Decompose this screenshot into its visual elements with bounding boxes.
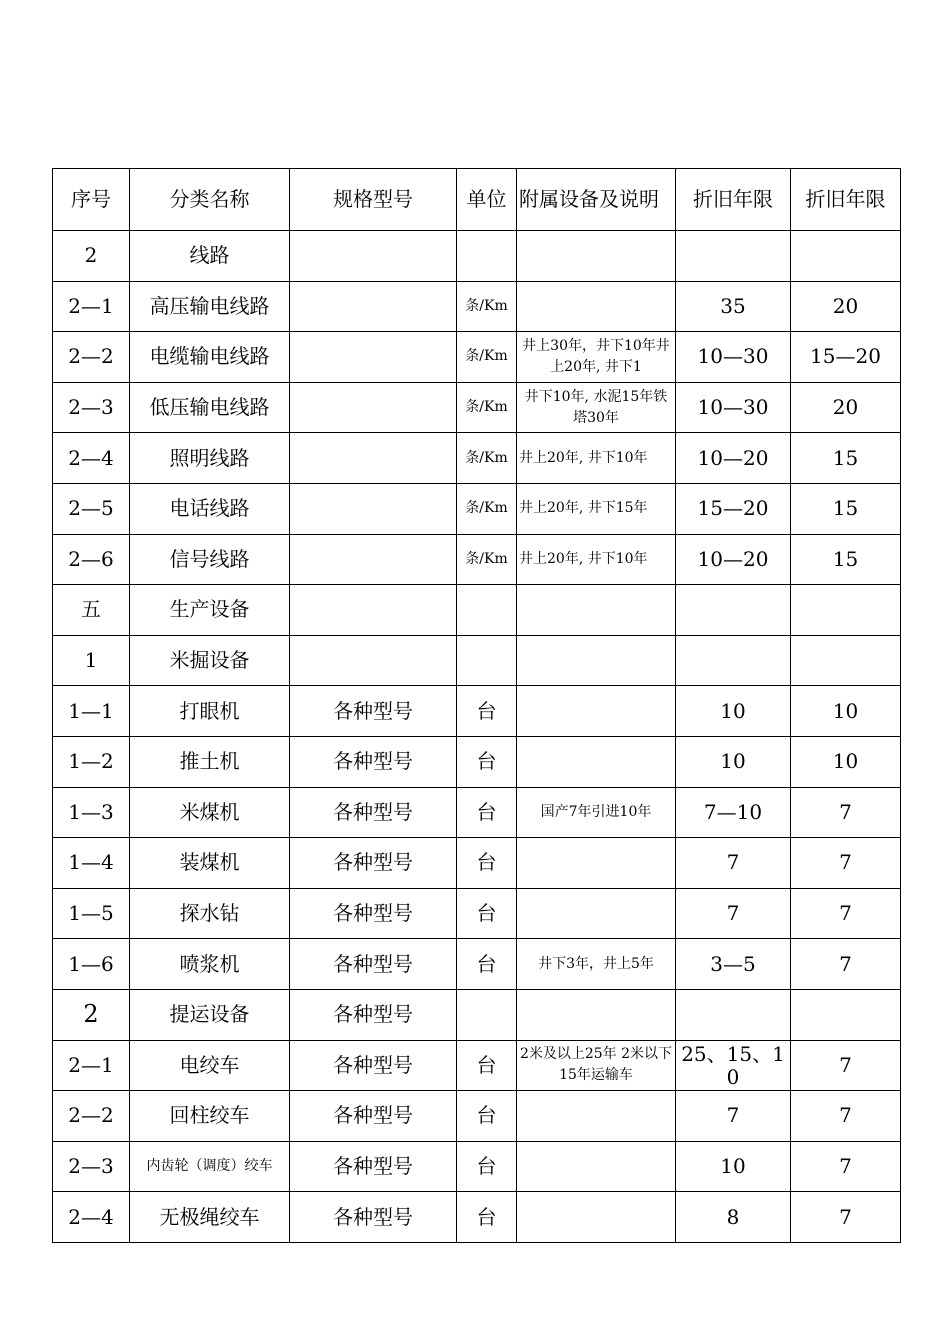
cell-note — [517, 585, 676, 636]
cell-years-1: 10—20 — [676, 433, 791, 484]
cell-seq: 1—2 — [53, 736, 130, 787]
table-row — [53, 534, 901, 585]
cell-years-1 — [676, 231, 791, 282]
cell-spec — [290, 332, 457, 383]
cell-spec: 各种型号 — [290, 1091, 457, 1142]
cell-category: 电缆输电线路 — [130, 332, 290, 383]
cell-note: 井上20年, 井下10年 — [517, 534, 676, 585]
cell-years-2: 7 — [791, 1091, 901, 1142]
cell-category: 无极绳绞车 — [130, 1192, 290, 1243]
cell-note: 井下10年, 水泥15年铁塔30年 — [517, 382, 676, 433]
cell-category: 打眼机 — [130, 686, 290, 737]
cell-years-2 — [791, 635, 901, 686]
cell-unit: 台 — [457, 1192, 517, 1243]
table-row — [53, 1040, 901, 1091]
cell-category: 推土机 — [130, 736, 290, 787]
cell-spec — [290, 281, 457, 332]
cell-note — [517, 281, 676, 332]
cell-note — [517, 1192, 676, 1243]
cell-unit: 台 — [457, 939, 517, 990]
cell-years-2 — [791, 989, 901, 1040]
cell-years-2: 7 — [791, 787, 901, 838]
cell-category: 生产设备 — [130, 585, 290, 636]
cell-spec — [290, 635, 457, 686]
cell-category: 电话线路 — [130, 483, 290, 534]
cell-unit: 台 — [457, 1040, 517, 1091]
table-row — [53, 1091, 901, 1142]
cell-years-2 — [791, 231, 901, 282]
table-row — [53, 736, 901, 787]
table-row — [53, 787, 901, 838]
cell-years-1: 35 — [676, 281, 791, 332]
cell-seq: 2—3 — [53, 1141, 130, 1192]
cell-unit: 台 — [457, 888, 517, 939]
cell-category: 米掘设备 — [130, 635, 290, 686]
cell-category: 内齿轮（调度）绞车 — [130, 1141, 290, 1192]
cell-seq: 1—5 — [53, 888, 130, 939]
header-cell-spec: 规格型号 — [290, 169, 457, 231]
cell-seq: 2—6 — [53, 534, 130, 585]
cell-years-2: 15—20 — [791, 332, 901, 383]
cell-spec: 各种型号 — [290, 787, 457, 838]
header-cell-years-2: 折旧年限 — [791, 169, 901, 231]
cell-unit: 台 — [457, 838, 517, 889]
cell-seq: 2—3 — [53, 382, 130, 433]
table-row — [53, 433, 901, 484]
table-row — [53, 382, 901, 433]
cell-years-1 — [676, 585, 791, 636]
cell-seq: 2—1 — [53, 1040, 130, 1091]
cell-category: 回柱绞车 — [130, 1091, 290, 1142]
depreciation-table — [52, 168, 901, 1243]
cell-years-2: 7 — [791, 888, 901, 939]
cell-category: 线路 — [130, 231, 290, 282]
cell-seq: 2—4 — [53, 433, 130, 484]
cell-years-1: 7—10 — [676, 787, 791, 838]
cell-years-2: 10 — [791, 736, 901, 787]
table-row — [53, 989, 901, 1040]
cell-note: 国产7年引进10年 — [517, 787, 676, 838]
cell-years-1: 15—20 — [676, 483, 791, 534]
table-row — [53, 1192, 901, 1243]
cell-seq: 1 — [53, 635, 130, 686]
cell-seq: 2—5 — [53, 483, 130, 534]
cell-seq: 2—2 — [53, 1091, 130, 1142]
table-row — [53, 838, 901, 889]
cell-category: 提运设备 — [130, 989, 290, 1040]
cell-unit: 台 — [457, 1141, 517, 1192]
cell-spec: 各种型号 — [290, 838, 457, 889]
cell-note: 井上20年, 井下10年 — [517, 433, 676, 484]
cell-years-1: 7 — [676, 1091, 791, 1142]
cell-note — [517, 686, 676, 737]
cell-years-1: 10—30 — [676, 332, 791, 383]
table-row — [53, 483, 901, 534]
cell-category: 米煤机 — [130, 787, 290, 838]
cell-unit: 条/Km — [457, 332, 517, 383]
cell-category: 信号线路 — [130, 534, 290, 585]
cell-note — [517, 888, 676, 939]
table-row — [53, 635, 901, 686]
cell-years-1: 3—5 — [676, 939, 791, 990]
cell-spec: 各种型号 — [290, 939, 457, 990]
cell-years-2 — [791, 585, 901, 636]
cell-note — [517, 838, 676, 889]
cell-spec: 各种型号 — [290, 1192, 457, 1243]
cell-years-2: 15 — [791, 534, 901, 585]
cell-years-2: 7 — [791, 1192, 901, 1243]
cell-years-1: 10 — [676, 1141, 791, 1192]
cell-category: 照明线路 — [130, 433, 290, 484]
cell-spec — [290, 483, 457, 534]
cell-spec — [290, 534, 457, 585]
cell-unit: 台 — [457, 736, 517, 787]
cell-seq: 2—1 — [53, 281, 130, 332]
cell-years-1: 10 — [676, 686, 791, 737]
cell-unit — [457, 231, 517, 282]
table-row — [53, 888, 901, 939]
cell-spec: 各种型号 — [290, 1141, 457, 1192]
cell-unit — [457, 635, 517, 686]
header-cell-seq: 序号 — [53, 169, 130, 231]
cell-spec: 各种型号 — [290, 736, 457, 787]
cell-seq: 2—4 — [53, 1192, 130, 1243]
cell-years-2: 7 — [791, 1040, 901, 1091]
cell-seq: 1—6 — [53, 939, 130, 990]
table-row — [53, 332, 901, 383]
cell-note — [517, 1091, 676, 1142]
cell-spec: 各种型号 — [290, 888, 457, 939]
cell-years-1: 10—20 — [676, 534, 791, 585]
cell-years-1: 7 — [676, 838, 791, 889]
cell-unit: 条/Km — [457, 534, 517, 585]
cell-years-1: 10 — [676, 736, 791, 787]
table-row — [53, 939, 901, 990]
cell-category: 低压输电线路 — [130, 382, 290, 433]
cell-years-1: 25、15、10 — [676, 1040, 791, 1091]
cell-note — [517, 1141, 676, 1192]
cell-years-2: 7 — [791, 838, 901, 889]
cell-years-1: 7 — [676, 888, 791, 939]
cell-category: 探水钻 — [130, 888, 290, 939]
header-cell-years-1: 折旧年限 — [676, 169, 791, 231]
cell-years-1 — [676, 989, 791, 1040]
cell-spec — [290, 433, 457, 484]
cell-unit — [457, 585, 517, 636]
cell-spec — [290, 585, 457, 636]
cell-spec: 各种型号 — [290, 686, 457, 737]
header-cell-note: 附属设备及说明 — [517, 169, 676, 231]
cell-seq: 2—2 — [53, 332, 130, 383]
cell-seq: 2 — [53, 231, 130, 282]
cell-unit — [457, 989, 517, 1040]
cell-note: 2米及以上25年 2米以下15年运输车 — [517, 1040, 676, 1091]
cell-years-2: 7 — [791, 939, 901, 990]
cell-note — [517, 989, 676, 1040]
cell-category: 高压输电线路 — [130, 281, 290, 332]
cell-years-2: 20 — [791, 382, 901, 433]
table-row — [53, 585, 901, 636]
table-row — [53, 231, 901, 282]
header-cell-category: 分类名称 — [130, 169, 290, 231]
cell-unit: 台 — [457, 686, 517, 737]
cell-unit: 台 — [457, 1091, 517, 1142]
cell-years-1: 8 — [676, 1192, 791, 1243]
header-cell-unit: 单位 — [457, 169, 517, 231]
cell-unit: 条/Km — [457, 433, 517, 484]
cell-note — [517, 231, 676, 282]
cell-unit: 条/Km — [457, 281, 517, 332]
table-row — [53, 1141, 901, 1192]
cell-spec: 各种型号 — [290, 1040, 457, 1091]
cell-spec — [290, 231, 457, 282]
cell-note — [517, 635, 676, 686]
table-header-row — [53, 169, 901, 231]
cell-seq: 1—1 — [53, 686, 130, 737]
cell-category: 喷浆机 — [130, 939, 290, 990]
cell-years-2: 10 — [791, 686, 901, 737]
cell-years-1: 10—30 — [676, 382, 791, 433]
cell-seq: 1—3 — [53, 787, 130, 838]
cell-seq: 五 — [53, 585, 130, 636]
cell-spec: 各种型号 — [290, 989, 457, 1040]
cell-category: 电绞车 — [130, 1040, 290, 1091]
cell-note: 井上30年，井下10年井上20年, 井下1 — [517, 332, 676, 383]
cell-unit: 条/Km — [457, 483, 517, 534]
cell-unit: 条/Km — [457, 382, 517, 433]
cell-note: 井上20年, 井下15年 — [517, 483, 676, 534]
cell-years-2: 15 — [791, 433, 901, 484]
table-row — [53, 281, 901, 332]
cell-spec — [290, 382, 457, 433]
cell-years-2: 15 — [791, 483, 901, 534]
table-row — [53, 686, 901, 737]
cell-note: 井下3年，井上5年 — [517, 939, 676, 990]
cell-years-1 — [676, 635, 791, 686]
cell-seq: 2 — [53, 989, 130, 1040]
cell-unit: 台 — [457, 787, 517, 838]
cell-years-2: 20 — [791, 281, 901, 332]
cell-seq: 1—4 — [53, 838, 130, 889]
cell-category: 装煤机 — [130, 838, 290, 889]
cell-note — [517, 736, 676, 787]
cell-years-2: 7 — [791, 1141, 901, 1192]
